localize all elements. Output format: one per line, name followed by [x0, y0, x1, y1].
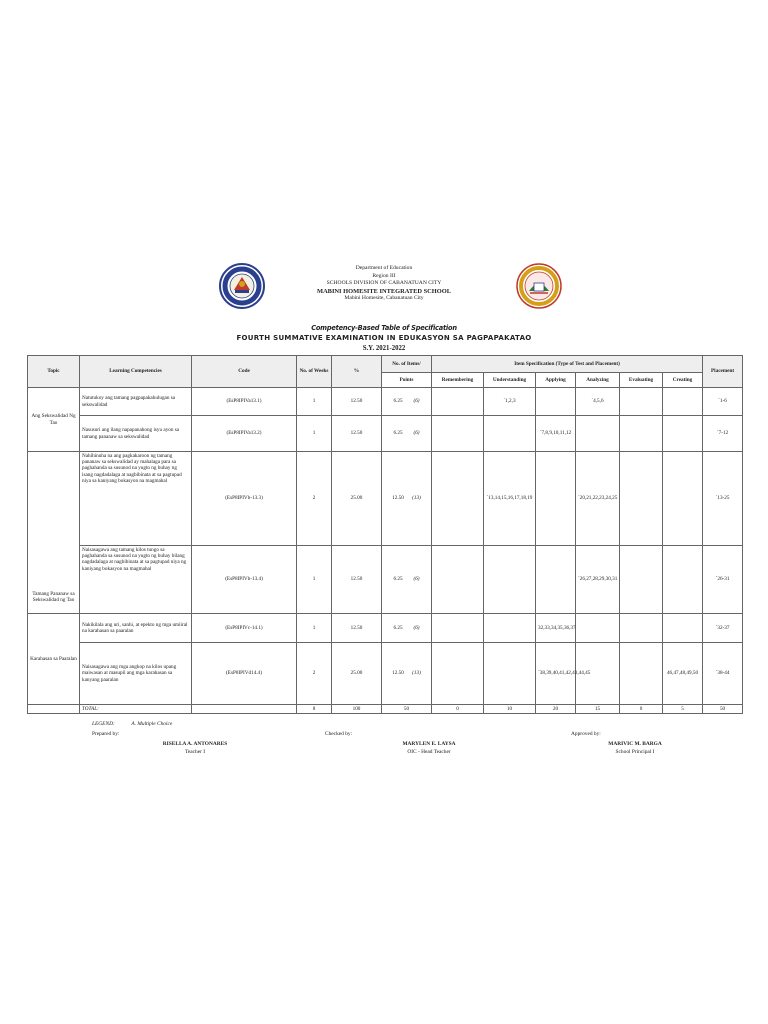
percent-cell: 12.50 [332, 388, 382, 416]
total-placement: 50 [703, 705, 743, 714]
header-placement: Placement [703, 356, 743, 388]
creating-cell [663, 452, 703, 546]
points-cell [382, 546, 432, 614]
table-of-specification [27, 355, 743, 714]
header-code: Code [192, 356, 297, 388]
school-year: S.Y. 2021-2022 [362, 345, 406, 352]
items-count: (13) [412, 670, 421, 677]
topic-cell: Ang Sekswalidad Ng Tao [28, 388, 80, 452]
competency-cell: Nasusuri ang ilang napapanahong isyu ayon sa tamang pananaw sa sekswalidad [80, 416, 192, 452]
prepared-by-title: Teacher I [184, 749, 206, 755]
weeks-cell: 1 [297, 546, 332, 614]
evaluating-cell [620, 388, 663, 416]
evaluating-cell [620, 546, 663, 614]
understanding-cell: `1,2,3 [484, 388, 536, 416]
weeks-cell: 1 [297, 416, 332, 452]
evaluating-cell [620, 614, 663, 643]
checked-by-label: Checked by: [325, 731, 353, 737]
points-value: 6.25 [393, 430, 403, 437]
exam-title: FOURTH SUMMATIVE EXAMINATION IN EDUKASYON SA PAGPAPAKATAO [236, 334, 532, 342]
code-cell: (EsP8IPIVb-13.4) [192, 546, 297, 614]
total-creating: 5 [663, 705, 703, 714]
percent-cell: 12.50 [332, 614, 382, 643]
code-cell: (EsP8IPIVa13.2) [192, 416, 297, 452]
applying-cell: `7,8,9,10,11,12 [536, 416, 576, 452]
points-value: 12.50 [392, 670, 404, 677]
code-cell: (EsP8IPIVa13.1) [192, 388, 297, 416]
points-cell [382, 614, 432, 643]
competency-cell: Nahihinuha na ang pagkakaroon ng tamang pananaw sa sekswalidad ay mahalaga para sa paghahanda sa susunod na yugto ng buhay ng isang nagdadalaga at nagbibinata at sa pagtupad niya sa kaniyang bokasyon na magmahal [80, 452, 192, 546]
header-weeks: No. of Weeks [297, 356, 332, 388]
placement-cell: `38-44 [703, 643, 743, 705]
creating-cell [663, 388, 703, 416]
header-topic: Topic [28, 356, 80, 388]
total-understanding: 10 [484, 705, 536, 714]
checked-by-block [384, 740, 474, 756]
remembering-cell [432, 643, 484, 705]
remembering-cell [432, 388, 484, 416]
topic-cell: Tamang Pananaw sa Sekswalidad ng Tao [28, 452, 80, 614]
document-title: Competency-Based Table of Specification [311, 324, 457, 332]
points-cell [382, 416, 432, 452]
approved-by-name: MARIVIC M. BARGA [608, 741, 662, 747]
understanding-cell: `13,14,15,16,17,18,19 [484, 452, 536, 546]
weeks-cell: 2 [297, 643, 332, 705]
points-cell [382, 452, 432, 546]
creating-cell [663, 546, 703, 614]
competency-cell: Natutukoy ang tamang pagpapakahulugan sa sekswalidad [80, 388, 192, 416]
region-name: Region III [372, 272, 396, 279]
school-name: MABINI HOMESITE INTEGRATED SCHOOL [317, 287, 451, 295]
code-cell: (EsP8IPIVc-14.1) [192, 614, 297, 643]
header-evaluating: Evaluating [620, 373, 663, 388]
header-competencies: Learning Competencies [80, 356, 192, 388]
table-row [28, 452, 743, 546]
items-count: (6) [413, 576, 420, 583]
header-item-spec: Item Specification (Type of Test and Placement) [432, 356, 703, 373]
percent-cell: 12.50 [332, 416, 382, 452]
applying-cell [536, 546, 576, 614]
header-points: Points [382, 373, 432, 388]
applying-cell [536, 452, 576, 546]
code-cell: (EsP8IPIVb-13.3) [192, 452, 297, 546]
points-value: 6.25 [393, 398, 403, 405]
applying-cell: `38,39,40,41,42,43,44,45 [536, 643, 576, 705]
total-percent: 100 [332, 705, 382, 714]
creating-cell [663, 416, 703, 452]
approved-by-title: School Principal I [615, 749, 655, 755]
table-row [28, 546, 743, 614]
placement-cell: `32-37 [703, 614, 743, 643]
table-row [28, 416, 743, 452]
approved-by-block [590, 740, 680, 756]
department-name: Department of Education [355, 265, 413, 271]
total-applying: 20 [536, 705, 576, 714]
remembering-cell [432, 546, 484, 614]
items-count: (6) [413, 430, 420, 437]
division-name: SCHOOLS DIVISION OF CABANATUAN CITY [326, 280, 442, 287]
code-cell: (EsP8IPIVd14.4) [192, 643, 297, 705]
evaluating-cell [620, 416, 663, 452]
remembering-cell [432, 416, 484, 452]
points-cell [382, 643, 432, 705]
total-evaluating: 0 [620, 705, 663, 714]
understanding-cell [484, 614, 536, 643]
weeks-cell: 1 [297, 388, 332, 416]
percent-cell: 12.50 [332, 546, 382, 614]
header-items: No. of Items/ [382, 356, 432, 373]
percent-cell: 25.00 [332, 452, 382, 546]
remembering-cell [432, 452, 484, 546]
prepared-by-name: RISELLA A. ANTONARES [162, 741, 228, 747]
total-code-blank [192, 705, 297, 714]
evaluating-cell [620, 452, 663, 546]
checked-by-name: MARYLEN E. LAYSA [402, 741, 456, 747]
table-row [28, 643, 743, 705]
creating-cell [663, 614, 703, 643]
table-row [28, 388, 743, 416]
creating-cell: 46,47,48,49,50 [663, 643, 703, 705]
header-creating: Creating [663, 373, 703, 388]
topic-cell: Karahasan sa Paaralan [28, 614, 80, 705]
evaluating-cell [620, 643, 663, 705]
header-remembering: Remembering [432, 373, 484, 388]
points-value: 12.50 [392, 495, 404, 502]
analyzing-cell [576, 416, 620, 452]
total-points: 50 [382, 705, 432, 714]
understanding-cell [484, 546, 536, 614]
total-label: TOTAL: [80, 705, 192, 714]
placement-cell: `13-25 [703, 452, 743, 546]
header-applying: Applying [536, 373, 576, 388]
analyzing-cell: `4,5,6 [576, 388, 620, 416]
placement-cell: `26-31 [703, 546, 743, 614]
total-weeks: 8 [297, 705, 332, 714]
approved-by-label: Approved by: [571, 731, 601, 737]
points-value: 6.25 [393, 576, 403, 583]
analyzing-cell: `20,21,22,23,24,25 [576, 452, 620, 546]
competency-cell: Naisasagawa ang mga angkop na kilos upang maiwasan at masupil ang mga karahasan sa kanyang paaralan [80, 643, 192, 705]
applying-cell [536, 388, 576, 416]
school-address: Mabini Homesite, Cabanatuan City [344, 295, 424, 302]
understanding-cell [484, 643, 536, 705]
placement-cell: `1-6 [703, 388, 743, 416]
weeks-cell: 1 [297, 614, 332, 643]
total-blank [28, 705, 80, 714]
checked-by-title: OIC - Head Teacher [407, 749, 451, 755]
header-understanding: Understanding [484, 373, 536, 388]
total-remembering: 0 [432, 705, 484, 714]
points-cell [382, 388, 432, 416]
analyzing-cell [576, 614, 620, 643]
remembering-cell [432, 614, 484, 643]
prepared-by-label: Prepared by: [92, 731, 120, 737]
legend [92, 721, 172, 727]
total-row [28, 705, 743, 714]
items-count: (13) [412, 495, 421, 502]
table-row [28, 614, 743, 643]
analyzing-cell: `26,27,28,29,30,31 [576, 546, 620, 614]
legend-value: A. Multiple Choice [131, 721, 173, 727]
competency-cell: Naisasagawa ang tamang kilos tungo sa paghahanda sa susunod na yugto ng buhay bilang nagdadalaga at nagbibinata at sa pagtupad niya ng kaniyang bokasyon na magmahal [80, 546, 192, 614]
placement-cell: `7-12 [703, 416, 743, 452]
header-analyzing: Analyzing [576, 373, 620, 388]
understanding-cell [484, 416, 536, 452]
items-count: (6) [413, 398, 420, 405]
prepared-by-block [150, 740, 240, 756]
applying-cell: 32,33,34,35,36,37 [536, 614, 576, 643]
weeks-cell: 2 [297, 452, 332, 546]
percent-cell: 25.00 [332, 643, 382, 705]
points-value: 6.25 [393, 624, 403, 631]
legend-label: LEGEND: [92, 721, 115, 727]
school-header [0, 265, 768, 303]
total-analyzing: 15 [576, 705, 620, 714]
competency-cell: Nakikilala ang uri, sanhi, at epekto ng mga umiiral na karahasan sa paaralan [80, 614, 192, 643]
header-percent: % [332, 356, 382, 388]
items-count: (6) [413, 624, 420, 631]
